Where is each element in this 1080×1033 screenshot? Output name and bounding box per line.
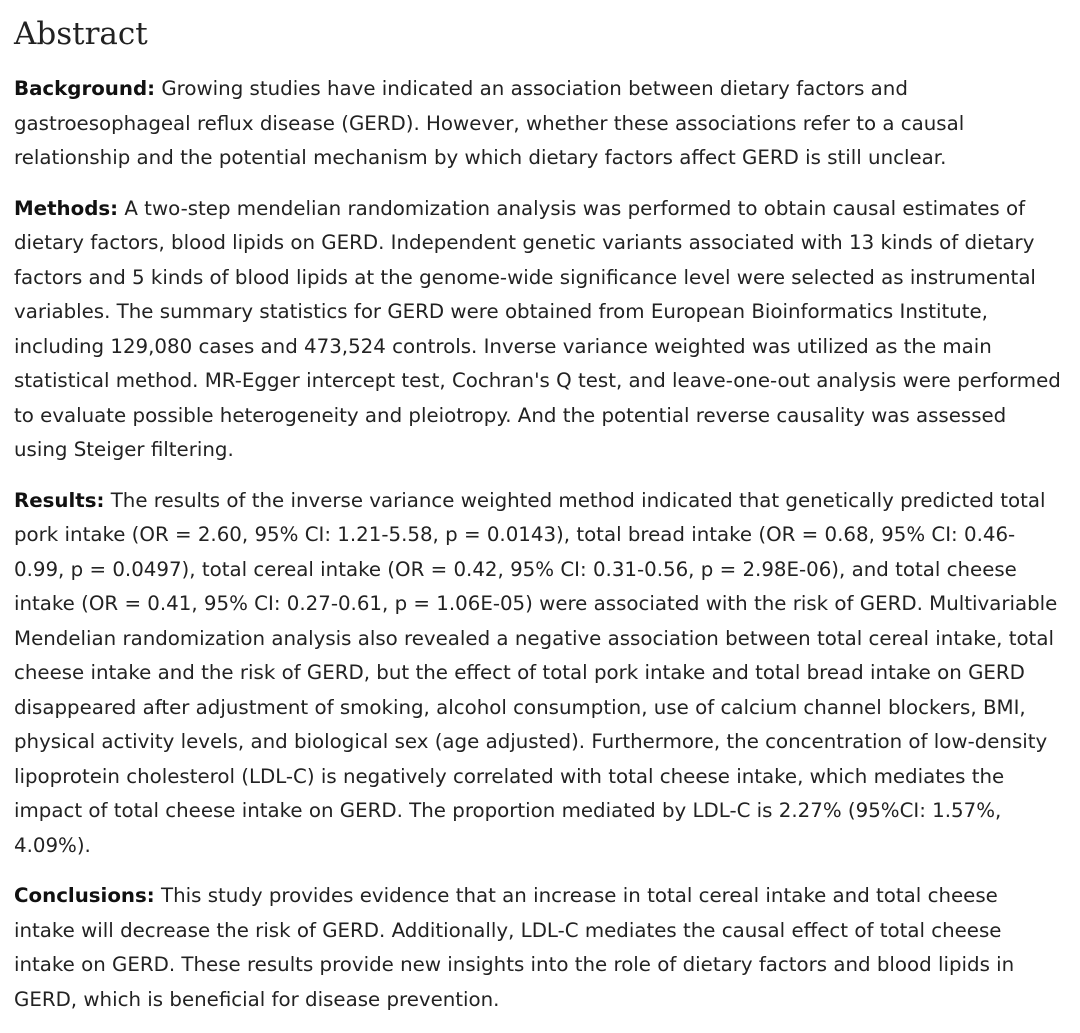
results-label: Results: — [14, 488, 105, 512]
conclusions-text: This study provides evidence that an increase in total cereal intake and total cheese intake will decrease the risk of GERD. Additionally, LDL-C mediates the causal effect of total cheese intake on GERD. These results provide new insights into the role of dietary factors and blood lipids in GERD, which is beneficial for disease prevention. — [14, 884, 1015, 1011]
methods-label: Methods: — [14, 196, 119, 220]
methods-paragraph — [14, 192, 1064, 468]
background-text: Growing studies have indicated an association between dietary factors and gastroesophageal reflux disease (GERD). However, whether these associations refer to a causal relationship and the potential mechanism by which dietary factors affect GERD is still unclear. — [14, 77, 965, 169]
results-text: The results of the inverse variance weighted method indicated that genetically predicted total pork intake (OR = 2.60, 95% CI: 1.21-5.58, p = 0.0143), total bread intake (OR = 0.68, 95% CI: 0.46-0.99, p = 0.0497), total cereal intake (OR = 0.42, 95% CI: 0.31-0.56, p = 2.98E-06), and total cheese intake (OR = 0.41, 95% CI: 0.27-0.61, p = 1.06E-05) were associated with the risk of GERD. Multivariable Mendelian randomization analysis also revealed a negative association between total cereal intake, total cheese intake and the risk of GERD, but the effect of total pork intake and total bread intake on GERD disappeared after adjustment of smoking, alcohol consumption, use of calcium channel blockers, BMI, physical activity levels, and biological sex (age adjusted). Furthermore, the concentration of low-density lipoprotein cholesterol (LDL-C) is negatively correlated with total cheese intake, which mediates the impact of total cheese intake on GERD. The proportion mediated by LDL-C is 2.27% (95%CI: 1.57%, 4.09%). — [14, 488, 1058, 857]
background-label: Background: — [14, 77, 156, 100]
conclusions-paragraph — [14, 879, 1064, 1017]
conclusions-label: Conclusions: — [14, 884, 155, 907]
abstract-section — [14, 12, 1064, 1033]
background-paragraph — [14, 72, 1064, 176]
results-paragraph — [14, 484, 1064, 864]
abstract-heading: Abstract — [14, 16, 148, 52]
methods-text: A two-step mendelian randomization analysis was performed to obtain causal estimates of dietary factors, blood lipids on GERD. Independent genetic variants associated with 13 kinds of dietary factors and 5 kinds of blood lipids at the genome-wide significance level were selected as instrumental variables. The summary statistics for GERD were obtained from European Bioinformatics Institute, including 129,080 cases and 473,524 controls. Inverse variance weighted was utilized as the main statistical method. MR-Egger intercept test, Cochran's Q test, and leave-one-out analysis were performed to evaluate possible heterogeneity and pleiotropy. And the potential reverse causality was assessed using Steiger filtering. — [14, 196, 1061, 461]
